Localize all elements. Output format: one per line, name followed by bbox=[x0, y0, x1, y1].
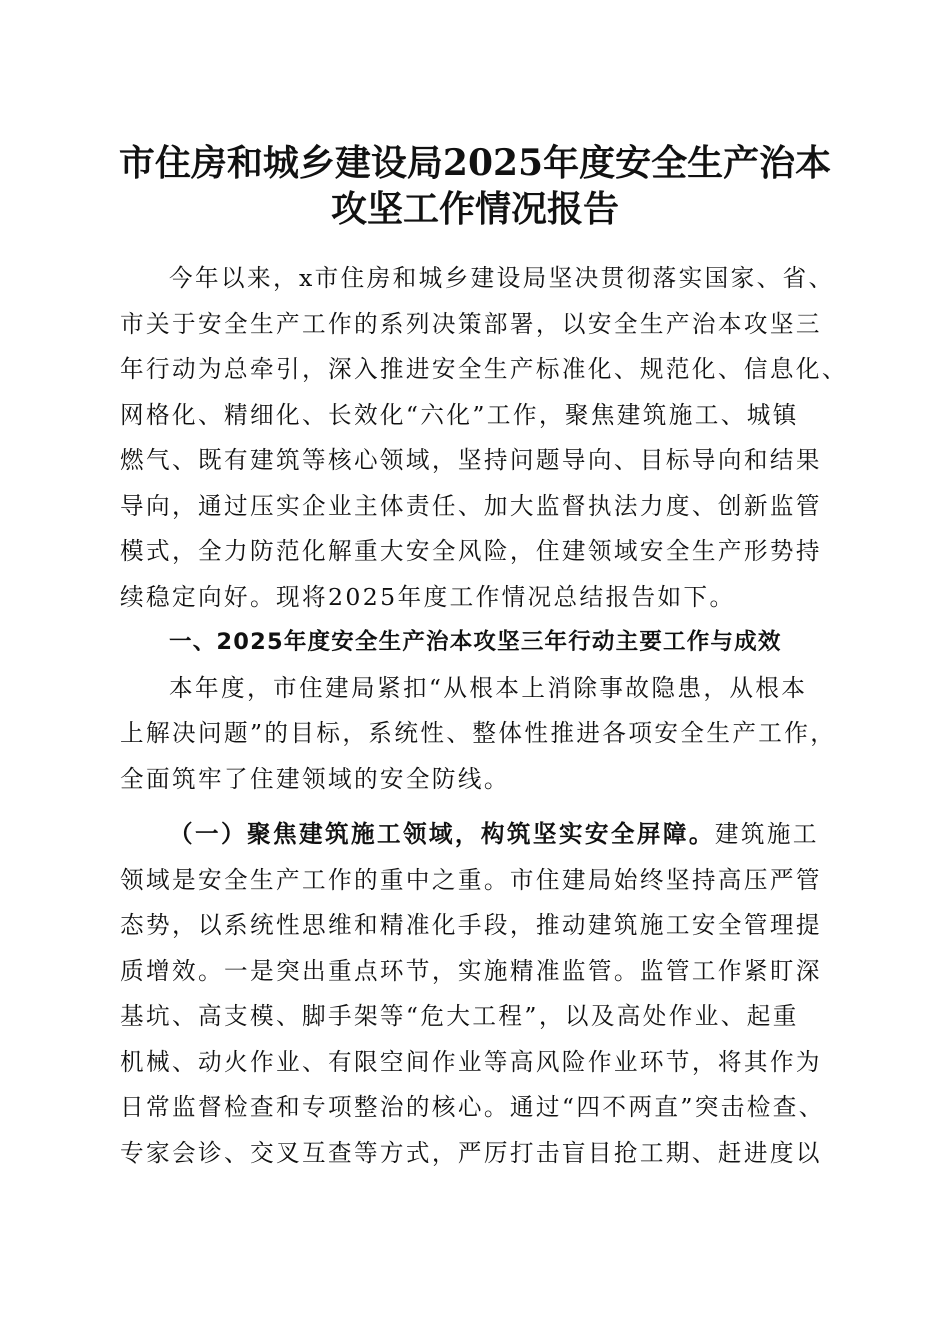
paragraph-line: 网格化、精细化、长效化“六化”工作，聚焦建筑施工、城镇 bbox=[120, 400, 799, 429]
paragraph-section1 bbox=[120, 666, 835, 803]
paragraph-line: 市关于安全生产工作的系列决策部署，以安全生产治本攻坚三 bbox=[120, 309, 822, 338]
paragraph-line: 燃气、既有建筑等核心领域，坚持问题导向、目标导向和结果 bbox=[120, 446, 822, 474]
paragraph-line: 基坑、高支模、脚手架等“危大工程”，以及高处作业、起重 bbox=[120, 1002, 799, 1030]
document-body bbox=[120, 256, 848, 1176]
paragraph-line: 日常监督检查和专项整治的核心。通过“四不两直”突击检查、 bbox=[120, 1093, 825, 1121]
paragraph-subsection1 bbox=[120, 812, 835, 1176]
paragraph-line: 全面筑牢了住建领域的安全防线。 bbox=[120, 764, 510, 793]
paragraph-line: 今年以来，x市住房和城乡建设局坚决贯彻落实国家、省、 bbox=[169, 264, 835, 292]
subsection-heading-1: （一）聚焦建筑施工领域，构筑坚实安全屏障。 bbox=[169, 820, 715, 848]
paragraph-line: 导向，通过压实企业主体责任、加大监督执法力度、创新监管 bbox=[120, 491, 822, 520]
paragraph-line: 上解决问题”的目标，系统性、整体性推进各项安全生产工作， bbox=[120, 719, 837, 747]
title-line-1: 市住房和城乡建设局2025年度安全生产治本 bbox=[118, 142, 832, 184]
paragraph-line: 续稳定向好。现将2025年度工作情况总结报告如下。 bbox=[120, 582, 736, 611]
paragraph-first-line bbox=[120, 812, 835, 858]
paragraph-line: 模式，全力防范化解重大安全风险，住建领域安全生产形势持 bbox=[120, 537, 822, 565]
document-title bbox=[110, 140, 840, 232]
paragraph-line: 领域是安全生产工作的重中之重。市住建局始终坚持高压严管 bbox=[120, 865, 822, 894]
paragraph-line: 态势，以系统性思维和精准化手段，推动建筑施工安全管理提 bbox=[120, 911, 822, 939]
section-heading-1: 一、2025年度安全生产治本攻坚三年行动主要工作与成效 bbox=[169, 629, 782, 655]
title-line-2: 攻坚工作情况报告 bbox=[330, 188, 619, 230]
paragraph-line: 年行动为总牵引，深入推进安全生产标准化、规范化、信息化、 bbox=[120, 355, 848, 383]
paragraph-line: 专家会诊、交叉互查等方式，严厉打击盲目抢工期、赶进度以 bbox=[120, 1138, 822, 1167]
paragraph-line: 机械、动火作业、有限空间作业等高风险作业环节，将其作为 bbox=[120, 1047, 822, 1076]
paragraph-line-rest: 建筑施工 bbox=[714, 820, 819, 848]
paragraph-line: 质增效。一是突出重点环节，实施精准监管。监管工作紧盯深 bbox=[120, 956, 822, 985]
paragraph-intro bbox=[120, 256, 848, 620]
paragraph-line: 本年度，市住建局紧扣“从根本上消除事故隐患，从根本 bbox=[169, 673, 808, 702]
